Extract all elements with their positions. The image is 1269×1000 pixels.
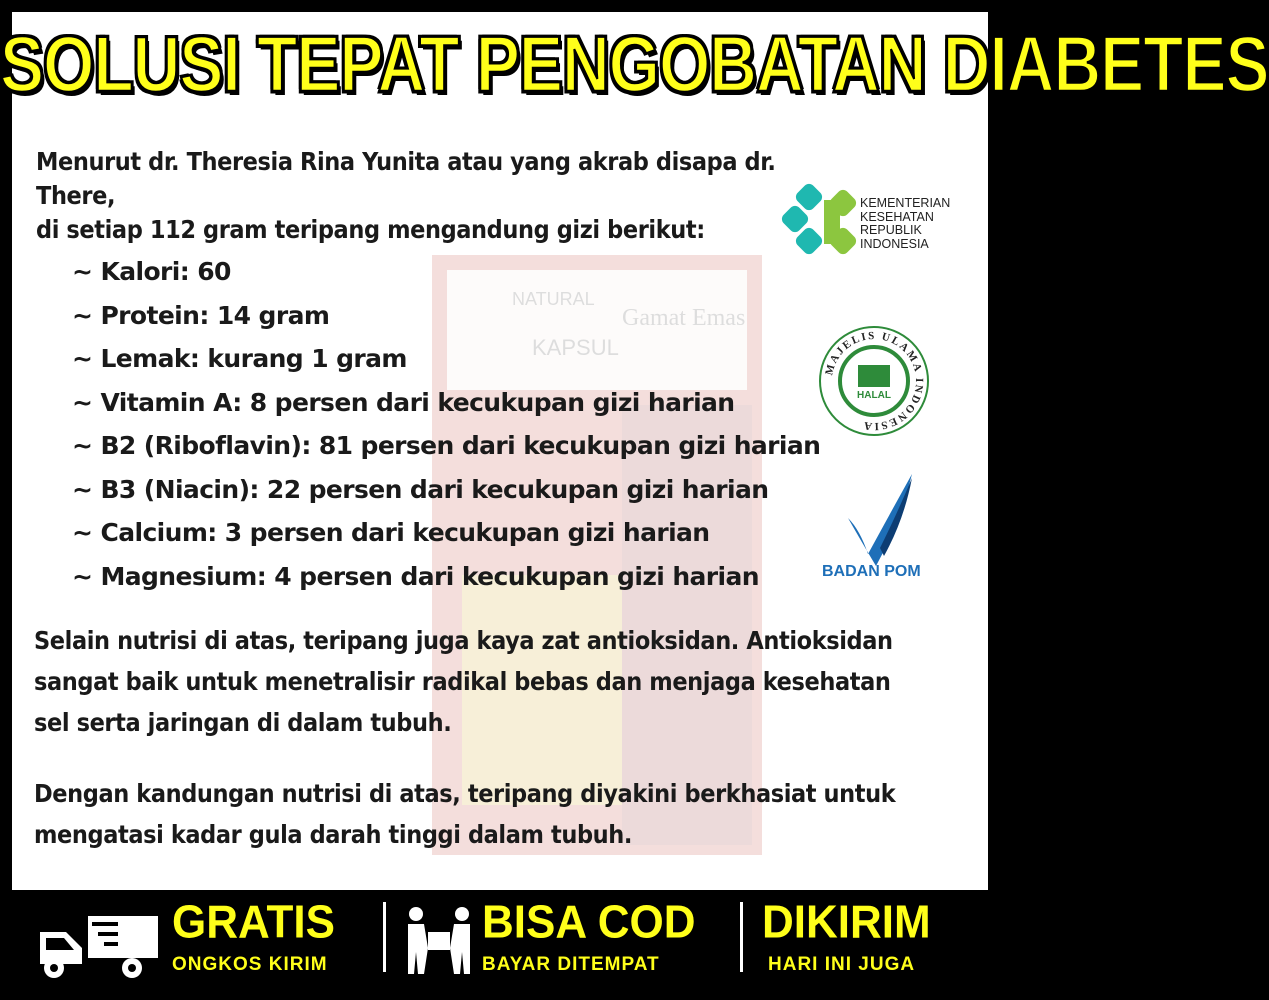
paragraph-line: mengatasi kadar gula darah tinggi dalam tubuh. (34, 820, 633, 849)
kemenkes-label (860, 197, 950, 251)
mui-ring-text: MAJELIS ULAMA INDONESIA (823, 329, 926, 433)
cod-sublabel: BAYAR DITEMPAT (482, 954, 660, 975)
gratis-label: GRATIS (172, 896, 335, 949)
antioxidant-paragraph (34, 620, 974, 743)
dikirim-sublabel: HARI INI JUGA (768, 954, 916, 975)
kemenkes-line: REPUBLIK (860, 223, 922, 237)
paragraph-line: sangat baik untuk menetralisir radikal bebas dan menjaga kesehatan (34, 667, 891, 696)
nutrient-item: ~ Lemak: kurang 1 gram (72, 344, 407, 373)
kemenkes-line: INDONESIA (860, 236, 929, 251)
nutrient-item: ~ Vitamin A: 8 persen dari kecukupan gizi harian (72, 387, 735, 417)
nutrient-item: ~ B3 (Niacin): 22 persen dari kecukupan gizi harian (72, 474, 769, 504)
nutrient-list (72, 250, 832, 598)
nutrient-item: ~ Calcium: 3 persen dari kecukupan gizi harian (72, 518, 710, 547)
product-name: Gamat Emas (622, 305, 746, 331)
intro-text (36, 145, 796, 247)
paragraph-line: sel serta jaringan di dalam tubuh. (34, 708, 452, 737)
page-title: SOLUSI TEPAT PENGOBATAN DIABETES (0, 19, 1269, 109)
kemenkes-line: KESEHATAN (860, 209, 934, 224)
footer-divider (740, 902, 743, 972)
cod-label: BISA COD (482, 896, 696, 949)
nutrient-item: ~ B2 (Riboflavin): 81 persen dari kecukupan gizi harian (72, 431, 821, 460)
nutrient-item: ~ Magnesium: 4 persen dari kecukupan gizi harian (72, 561, 759, 591)
nutrient-item: ~ Kalori: 60 (72, 257, 231, 286)
intro-line-2: di setiap 112 gram teripang mengandung gizi berikut: (36, 215, 705, 244)
nutrient-item: ~ Protein: 14 gram (72, 300, 330, 330)
product-brand: NATURAL (512, 289, 595, 309)
product-kapsul: KAPSUL (532, 335, 619, 360)
benefit-paragraph (34, 773, 974, 855)
halal-mui-logo-icon (818, 325, 930, 437)
paragraph-line: Dengan kandungan nutrisi di atas, teripang diyakini berkhasiat untuk (34, 779, 896, 808)
intro-line-1: Menurut dr. Theresia Rina Yunita atau yang akrab disapa dr. There, (36, 147, 776, 210)
halal-label: HALAL (857, 390, 891, 401)
dikirim-label: DIKIRIM (762, 896, 931, 949)
gratis-sublabel: ONGKOS KIRIM (172, 954, 328, 975)
cod-handover-icon (404, 904, 474, 976)
footer-divider (383, 902, 386, 972)
kemenkes-line: KEMENTERIAN (860, 196, 951, 210)
paragraph-line: Selain nutrisi di atas, teripang juga kaya zat antioksidan. Antioksidan (34, 626, 893, 655)
pom-label: BADAN POM (822, 563, 921, 580)
delivery-truck-icon (32, 910, 162, 980)
